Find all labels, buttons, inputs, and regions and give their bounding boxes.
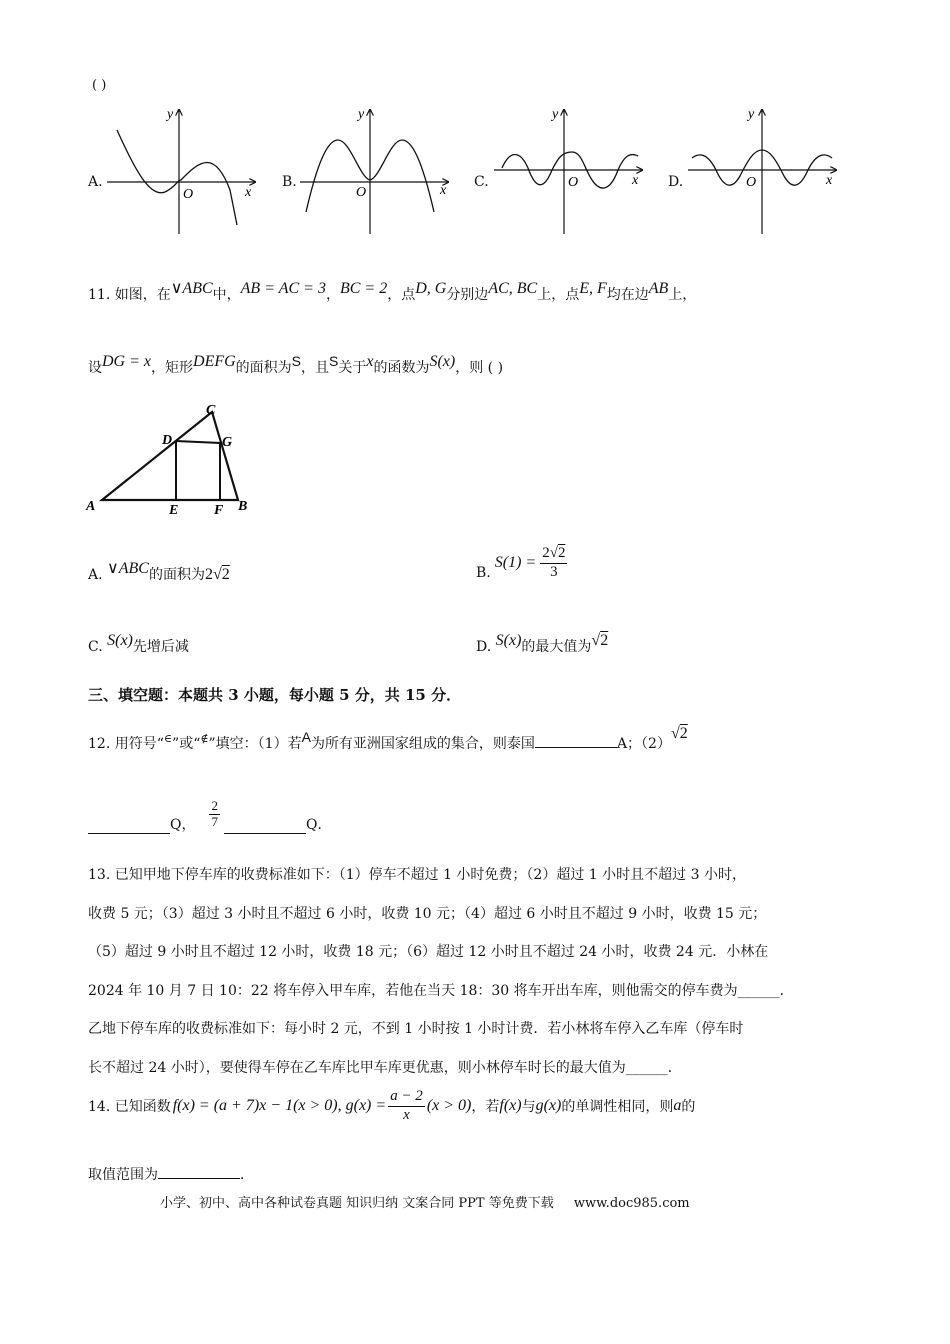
origin-label: O: [746, 175, 757, 190]
axis-x-label: x: [245, 185, 252, 200]
q11-triangle-figure: [84, 400, 254, 518]
axis-y-label: y: [748, 107, 755, 122]
q13-line: 长不超过 24 小时），要使得车停在乙车库比甲车库更优惠，则小林停车时长的最大值为______．: [88, 1059, 682, 1076]
q13-line: 收费 5 元；（3）超过 3 小时且不超过 6 小时，收费 10 元；（4）超过 6 小时且不超过 9 小时，收费 15 元；: [88, 905, 767, 922]
q12-line2: Q， $\frac{2}{7}$ Q．: [88, 794, 331, 834]
q12-line1: 12. 用符号“∈”或“∉”填空：（1）若A为所有亚洲国家组成的集合，则泰国 A；（2）√2: [88, 725, 688, 752]
q14-blank[interactable]: [158, 1164, 240, 1179]
label-e: E: [169, 503, 179, 518]
triangle-abc: [102, 412, 238, 500]
axis-y-label: y: [358, 107, 365, 122]
label-g: G: [222, 435, 233, 450]
q11-line1: 11. 如图，在∨ABC中，AB = AC = 3，BC = 2，点D, G分别边AC, BC上，点E, F均在边AB上，: [88, 280, 697, 303]
q10-option-c-label: C.: [474, 174, 489, 190]
q10-graph-a: [105, 100, 265, 240]
axis-x-label: x: [632, 173, 639, 188]
axis-y-label: y: [167, 107, 174, 122]
label-a: A: [86, 499, 96, 514]
q14-line2: 取值范围为 ．: [88, 1164, 254, 1184]
section-3-heading: 三、填空题：本题共 3 小题，每小题 5 分，共 15 分．: [88, 686, 462, 704]
label-d: D: [162, 433, 173, 448]
q12-blank-2[interactable]: [88, 819, 170, 834]
q11-line2: 设DG = x，矩形DEFG的面积为S，且S关于x的函数为S(x)，则 ( ): [88, 353, 504, 376]
footer-text: 小学、初中、高中各种试卷真题 知识归纳 文案合同 PPT 等免费下载: [160, 1196, 554, 1211]
axis-x-label: x: [440, 183, 447, 198]
q11-option-c: C. S(x)先增后减: [88, 632, 189, 655]
q10-paren: ( ): [92, 78, 107, 93]
axis-x-label: x: [826, 173, 833, 188]
q10-graph-c: [492, 100, 652, 240]
label-b: B: [238, 499, 248, 514]
q13-line: 乙地下停车库的收费标准如下：每小时 2 元，不到 1 小时按 1 小时计费．若小林将车停入乙车库（停车时: [88, 1021, 744, 1037]
q11-option-a: A. ∨ABC的面积为2√2: [88, 560, 230, 583]
q10-graph-b: [298, 100, 458, 240]
q13-line: （5）超过 9 小时且不超过 12 小时，收费 18 元；（6）超过 12 小时且不超过 24 小时，收费 24 元．小林在: [88, 944, 769, 960]
origin-label: O: [568, 175, 579, 190]
label-c: C: [206, 403, 216, 418]
origin-label: O: [183, 187, 194, 202]
q12-blank-3[interactable]: [224, 819, 306, 834]
q14-line1: 14. 已知函数 f(x) = (a + 7)x − 1(x > 0), g(x) = $\frac{a - 2}{x}$ (x > 0) ，若 f(x) 与 g(x) 的单调性相同，则 a 的: [88, 1088, 696, 1123]
origin-label: O: [356, 185, 367, 200]
q10-graph-d: [686, 100, 846, 240]
segment-dgf: [176, 441, 220, 500]
axis-y-label: y: [552, 107, 559, 122]
q13-line: 13. 已知甲地下停车库的收费标准如下：（1）停车不超过 1 小时免费；（2）超过 1 小时且不超过 3 小时，: [88, 867, 746, 883]
footer: [160, 1192, 690, 1211]
curve: [117, 130, 237, 225]
q10-option-a-label: A.: [88, 174, 103, 190]
q10-option-d-label: D.: [668, 174, 684, 190]
q10-option-b-label: B.: [282, 174, 297, 190]
q12-blank-1[interactable]: [535, 733, 617, 748]
q11-option-d: D. S(x)的最大值为√2: [476, 632, 609, 655]
footer-url[interactable]: www.doc985.com: [573, 1196, 690, 1211]
q13-block: [88, 856, 794, 1087]
label-f: F: [214, 503, 224, 518]
q11-option-b: B. S(1) = $\frac{2√2}{3}$: [476, 545, 566, 581]
q13-line: 2024 年 10 月 7 日 10：22 将车停入甲车库，若他在当天 18：30 将车开出车库，则他需交的停车费为______．: [88, 982, 794, 999]
